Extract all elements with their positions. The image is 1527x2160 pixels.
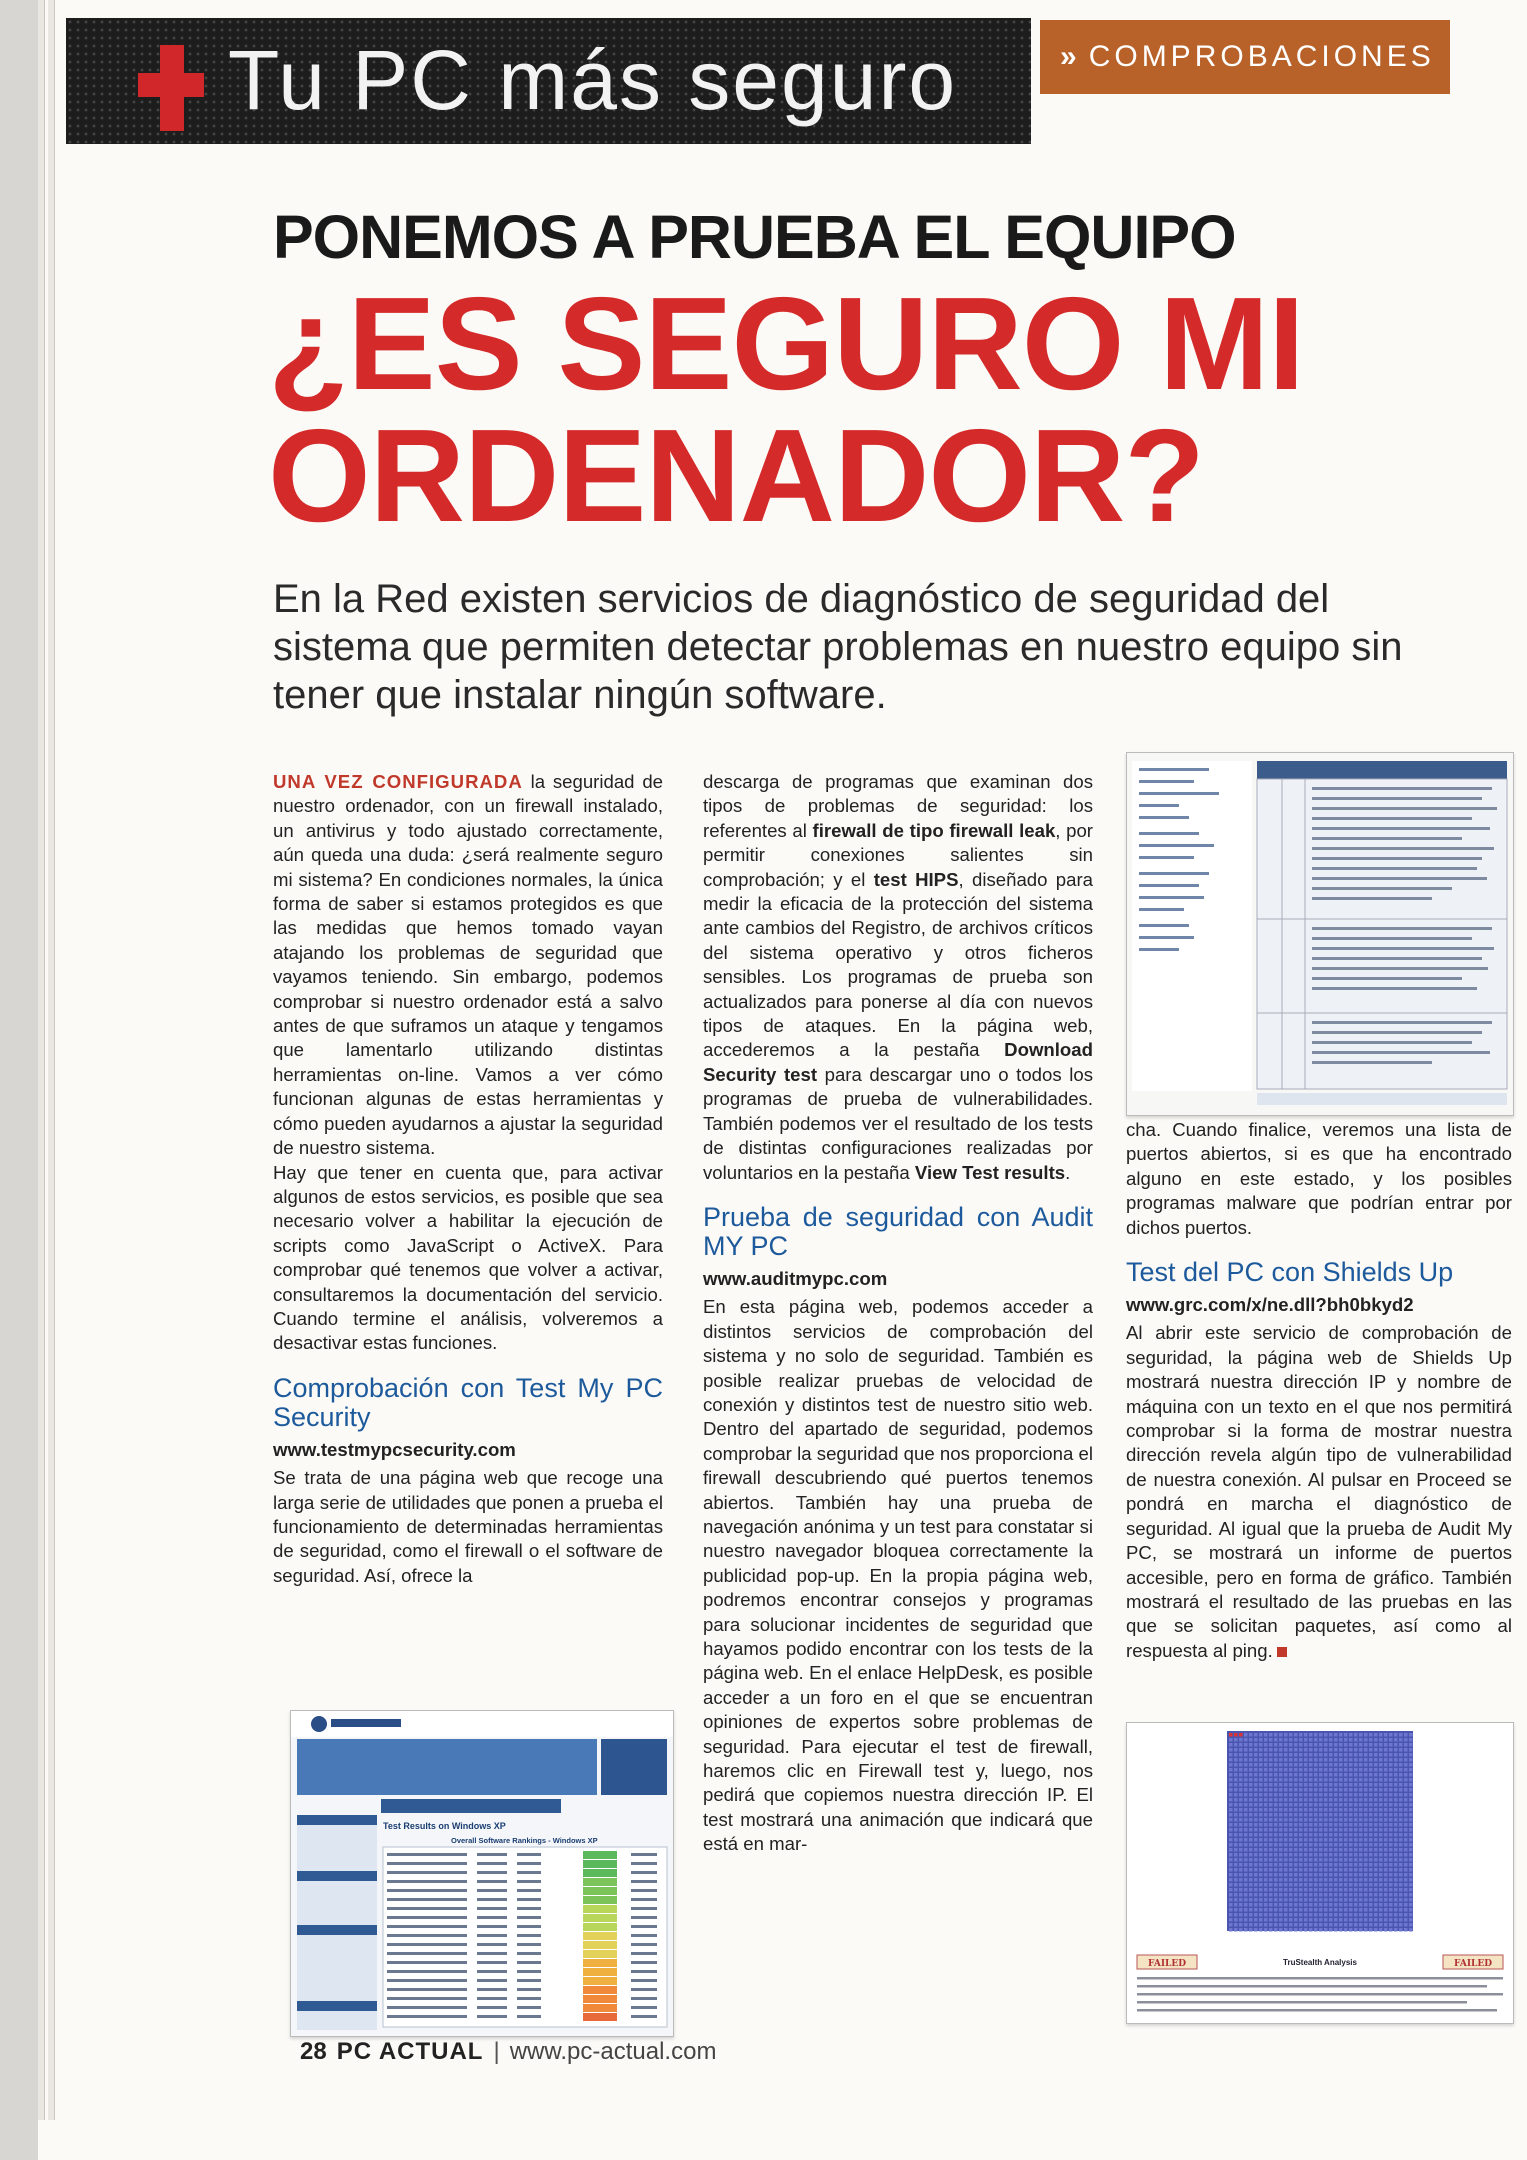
- title-line-1: ¿ES SEGURO MI: [268, 270, 1304, 417]
- bold-run: Download Security test: [703, 1039, 1093, 1085]
- page-footer: [300, 2038, 716, 2066]
- screenshot-port-table: [1126, 752, 1514, 1116]
- article-kicker: PONEMOS A PRUEBA EL EQUIPO: [273, 203, 1236, 271]
- text-run: Al abrir este servicio de comprobación de seguridad, la página web de Shields Up mostrará nuestra dirección IP y nombre de máquina con un texto en el que nos permitirá comprobar si la forma de mostrar nuestra dirección revela algún tipo de vulnerabilidad de nuestra conexión. Al pulsar en Proceed se pondrá en marcha el diagnóstico de seguridad. Al igual que la prueba de Audit My PC, se mostrará un informe de puertos accesible, pero en forma de gráfico. También mostrará el resultado de las pruebas en las que se solicitan paquetes, así como al respuesta al ping.: [1126, 1322, 1512, 1661]
- bold-run: View Test results: [914, 1161, 1066, 1183]
- text-run: descarga de programas que examinan dos tipos de problemas de seguridad: los referentes al: [703, 771, 1093, 841]
- failed-label-left: FAILED: [1147, 1959, 1187, 1969]
- page-number: 28: [300, 2038, 327, 2065]
- text-run: .: [1065, 1161, 1071, 1183]
- title-line-2: ORDENADOR?: [268, 402, 1204, 549]
- column-3: [1126, 1118, 1512, 1663]
- port-table-image: [1127, 753, 1513, 1115]
- subheading-test-my-pc: Comprobación con Test My PC Security: [273, 1372, 663, 1432]
- url-auditmypc: www.auditmypc.com: [703, 1267, 888, 1289]
- bold-run: firewall de tipo firewall leak: [812, 819, 1056, 841]
- text-run: para descargar uno o todos los programas de prueba de vulnerabilidades. También podemos ver el resultado de los tests de distintas configuraciones realizadas por voluntarios en la pestaña: [703, 1063, 1094, 1183]
- paragraph: [703, 770, 1093, 1185]
- end-mark-icon: [1277, 1647, 1287, 1657]
- column-1: [273, 770, 663, 1588]
- url-grc: www.grc.com/x/ne.dll?bh0bkyd2: [1126, 1294, 1414, 1316]
- intro-lead-in: UNA VEZ CONFIGURADA: [273, 771, 523, 792]
- article-title: [268, 270, 1304, 549]
- screenshot-test-my-pc-security: [290, 1710, 674, 2037]
- section-title: Tu PC más seguro: [228, 33, 958, 127]
- bold-run: test HIPS: [873, 868, 959, 890]
- section-tag-label: COMPROBACIONES: [1088, 40, 1435, 73]
- column-2: [703, 770, 1093, 1857]
- text-run: , por permitir conexiones salientes sin comprobación; y el: [703, 819, 1094, 890]
- fig2-heading: Test Results on Windows XP: [383, 1821, 506, 1831]
- page-edge: [48, 0, 55, 2120]
- article-lead: En la Red existen servicios de diagnóstico de seguridad del sistema que permiten detectar problemas en nuestro equipo sin tener que instalar ningún software.: [273, 577, 1403, 717]
- red-cross-icon: [138, 45, 204, 131]
- paragraph: Hay que tener en cuenta que, para activar algunos de estos servicios, es posible que sea necesario volver a habilitar la ejecución de scripts como JavaScript o ActiveX. Para comprobar qué tenemos que volver a activar, consultaremos la documentación del servicio. Cuando termine el análisis, volveremos a desactivar estas funciones.: [273, 1161, 663, 1354]
- paragraph: [1126, 1321, 1512, 1663]
- failed-label-right: FAILED: [1453, 1959, 1493, 1969]
- magazine-website[interactable]: www.pc-actual.com: [509, 2038, 717, 2065]
- paragraph: En esta página web, podemos acceder a distintos servicios de comprobación del sistema y no solo de seguridad. También es posible realizar pruebas de velocidad de conexión y distintos test de nuestro sitio web. Dentro del apartado de seguridad, podemos comprobar la seguridad que nos proporciona el firewall descubriendo qué puertos tenemos abiertos. También hay una prueba de navegación anónima y un test para constatar si nuestro navegador bloquea correctamente la publicidad pop-up. En la propia página web, podremos encontrar consejos y programas para solucionar incidentes de seguridad que hayamos podido encontrar con los tests de la página web. En el enlace HelpDesk, es posible acceder a un foro en el que se encuentran opiniones de expertos sobre problemas de seguridad. Para ejecutar el test de firewall, haremos clic en Firewall test y, luego, nos pedirá que copiemos nuestra dirección IP. El test mostrará una animación que indicará que está en mar-: [703, 1296, 1093, 1855]
- footer-separator: |: [493, 2038, 500, 2065]
- intro-text: la seguridad de nuestro ordenador, con un firewall instalado, un antivirus y todo ajustado correctamente, aún queda una duda: ¿será realmente seguro mi sistema? En condiciones normales, la única forma de saber si estamos protegidos es que las medidas que hemos tomado vayan atajando los problemas de seguridad que vayamos teniendo. Sin embargo, podemos comprobar si nuestro ordenador está a salvo antes de que suframos un ataque y tengamos que lamentarlo utilizando distintas herramientas on-line. Vamos a ver cómo funcionan algunas de estas herramientas y cómo pueden ayudarnos a ajustar la seguridad de nuestro sistema.: [273, 771, 663, 1159]
- shields-up-image: [1127, 1723, 1513, 2023]
- intro-paragraph: [273, 770, 663, 1161]
- fig2-subheading: Overall Software Rankings - Windows XP: [451, 1836, 598, 1845]
- magazine-page: [38, 0, 1527, 2160]
- magazine-name: PC ACTUAL: [336, 2038, 484, 2065]
- paragraph: Se trata de una página web que recoge una larga serie de utilidades que ponen a prueba el funcionamiento de determinadas herramientas de seguridad, como el firewall o el software de seguridad. Así, ofrece la: [273, 1467, 663, 1586]
- subheading-shields-up: Test del PC con Shields Up: [1126, 1257, 1454, 1288]
- screenshot-shields-up: [1126, 1722, 1514, 2024]
- test-results-image: [291, 1711, 673, 2036]
- subheading-audit-my-pc: Prueba de seguridad con Audit MY PC: [703, 1201, 1093, 1261]
- section-tag: [1040, 20, 1450, 94]
- double-chevron-icon: »: [1060, 40, 1081, 73]
- paragraph: cha. Cuando finalice, veremos una lista de puertos abiertos, si es que ha encontrado alguno en este estado, y los posibles programas malware que podrían entrar por dichos puertos.: [1126, 1119, 1512, 1238]
- url-testmypcsecurity: www.testmypcsecurity.com: [273, 1438, 516, 1460]
- text-run: , diseñado para medir la eficacia de la protección del sistema ante cambios del Registro, de archivos críticos del sistema operativo y otros ficheros sensibles. Los programas de prueba son actualizados para ponerse al día con nuevos tipos de ataques. En la página web, accederemos a la pestaña: [703, 868, 1093, 1061]
- trustealth-title: TruStealth Analysis: [1283, 1958, 1357, 1967]
- page-edge: [38, 0, 45, 2120]
